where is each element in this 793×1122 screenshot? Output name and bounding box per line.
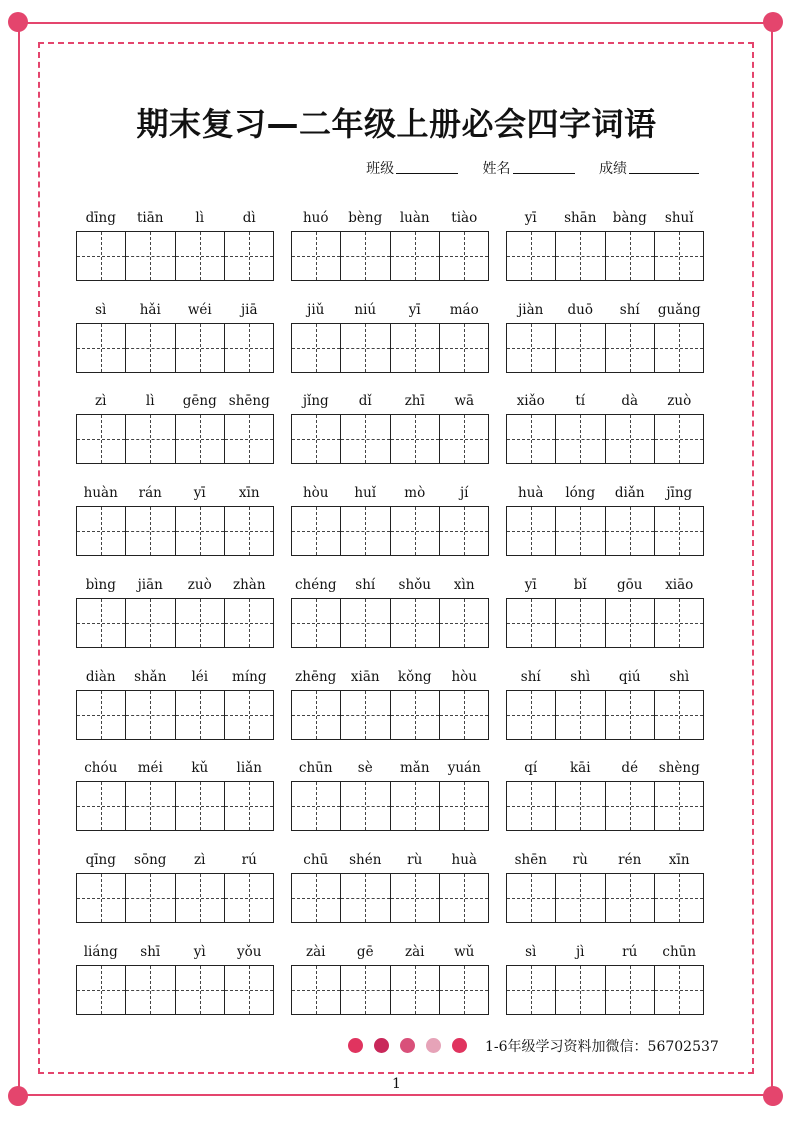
- pinyin-label: yī: [193, 485, 206, 502]
- pinyin-label: shī: [140, 943, 161, 960]
- writing-cell[interactable]: [507, 874, 556, 922]
- word-group: [76, 757, 274, 837]
- footer-dot: [452, 1038, 467, 1053]
- word-group: [76, 941, 274, 1021]
- writing-cell[interactable]: [391, 782, 440, 830]
- pinyin-label: yī: [524, 210, 537, 226]
- word-group: [76, 666, 274, 746]
- pinyin-label: yī: [524, 576, 537, 593]
- writing-cell[interactable]: [292, 232, 341, 280]
- character-boxes: [291, 873, 489, 923]
- writing-cell[interactable]: [556, 874, 605, 922]
- writing-cell[interactable]: [440, 874, 488, 922]
- writing-cell[interactable]: [176, 599, 225, 647]
- pinyin-label: gēng: [182, 393, 217, 410]
- pinyin-label: jǐng: [302, 393, 329, 410]
- writing-cell[interactable]: [292, 966, 341, 1014]
- pinyin-label: shí: [619, 301, 640, 318]
- character-boxes: [76, 323, 274, 373]
- pinyin-label: huàn: [83, 485, 118, 502]
- footer-dot: [400, 1038, 415, 1053]
- writing-cell[interactable]: [440, 691, 488, 739]
- pinyin-label: jiàn: [518, 301, 544, 318]
- character-boxes: [506, 323, 704, 373]
- writing-cell[interactable]: [225, 966, 273, 1014]
- writing-cell[interactable]: [391, 599, 440, 647]
- word-group: [76, 207, 274, 287]
- pinyin-label: shǎn: [134, 668, 167, 685]
- writing-cell[interactable]: [655, 599, 703, 647]
- pinyin-label: shì: [570, 668, 591, 685]
- pinyin-label: huà: [518, 485, 544, 502]
- corner-dot-top-right: [763, 12, 783, 32]
- pinyin-label: dǐ: [358, 393, 372, 410]
- pinyin-label: sì: [95, 301, 107, 318]
- writing-cell[interactable]: [225, 599, 273, 647]
- word-group: [76, 482, 274, 562]
- name-label: 姓名: [482, 161, 511, 177]
- character-boxes: [291, 598, 489, 648]
- writing-cell[interactable]: [440, 415, 488, 463]
- pinyin-label: shēng: [228, 393, 270, 410]
- writing-cell[interactable]: [341, 324, 390, 372]
- word-group: [291, 941, 489, 1021]
- pinyin-label: sè: [357, 760, 373, 777]
- writing-cell[interactable]: [341, 415, 390, 463]
- writing-cell[interactable]: [126, 782, 175, 830]
- writing-cell[interactable]: [391, 874, 440, 922]
- pinyin-label: shǒu: [398, 576, 431, 593]
- word-group: [291, 390, 489, 470]
- pinyin-label: wā: [454, 393, 475, 410]
- writing-cell[interactable]: [341, 966, 390, 1014]
- writing-cell[interactable]: [126, 415, 175, 463]
- writing-cell[interactable]: [606, 599, 655, 647]
- word-group: [291, 666, 489, 746]
- pinyin-label: shèng: [658, 760, 700, 777]
- footer-dot: [348, 1038, 363, 1053]
- writing-cell[interactable]: [126, 507, 175, 555]
- score-blank-line: [629, 159, 699, 174]
- writing-cell[interactable]: [440, 232, 488, 280]
- word-group: [291, 482, 489, 562]
- writing-cell[interactable]: [655, 874, 703, 922]
- character-boxes: [506, 598, 704, 648]
- pinyin-label: mò: [404, 485, 426, 502]
- character-boxes: [291, 690, 489, 740]
- pinyin-label: luàn: [399, 210, 430, 226]
- writing-cell[interactable]: [77, 599, 126, 647]
- pinyin-label: jiān: [137, 576, 163, 593]
- writing-cell[interactable]: [77, 691, 126, 739]
- pinyin-label: wǔ: [454, 943, 475, 960]
- pinyin-label: jīng: [666, 485, 693, 502]
- writing-cell[interactable]: [341, 874, 390, 922]
- writing-cell[interactable]: [292, 691, 341, 739]
- writing-cell[interactable]: [341, 507, 390, 555]
- pinyin-label: jiǔ: [307, 301, 325, 318]
- writing-cell[interactable]: [556, 415, 605, 463]
- writing-cell[interactable]: [341, 691, 390, 739]
- pinyin-label: liáng: [83, 943, 118, 960]
- writing-cell[interactable]: [126, 691, 175, 739]
- name-blank-line: [513, 159, 575, 174]
- writing-cell[interactable]: [292, 415, 341, 463]
- writing-cell[interactable]: [176, 691, 225, 739]
- word-group: [506, 941, 704, 1021]
- writing-cell[interactable]: [440, 507, 488, 555]
- character-boxes: [291, 506, 489, 556]
- pinyin-label: xiān: [350, 668, 380, 685]
- pinyin-label: sì: [525, 943, 537, 960]
- pinyin-label: sōng: [134, 851, 167, 868]
- writing-cell[interactable]: [391, 507, 440, 555]
- writing-cell[interactable]: [507, 324, 556, 372]
- pinyin-label: gē: [356, 943, 374, 960]
- writing-cell[interactable]: [556, 599, 605, 647]
- writing-cell[interactable]: [440, 966, 488, 1014]
- pinyin-label: jiā: [240, 301, 258, 318]
- writing-cell[interactable]: [391, 691, 440, 739]
- writing-cell[interactable]: [606, 507, 655, 555]
- writing-cell[interactable]: [507, 232, 556, 280]
- writing-cell[interactable]: [556, 782, 605, 830]
- pinyin-label: zì: [95, 393, 107, 410]
- writing-cell[interactable]: [225, 232, 273, 280]
- pinyin-label: mǎn: [399, 760, 430, 777]
- pinyin-label: shí: [520, 668, 541, 685]
- writing-cell[interactable]: [556, 966, 605, 1014]
- pinyin-label: jì: [575, 943, 585, 960]
- character-boxes: [506, 965, 704, 1015]
- writing-cell[interactable]: [292, 874, 341, 922]
- score-field[interactable]: [599, 161, 699, 177]
- pinyin-label: zhī: [404, 393, 425, 410]
- writing-cell[interactable]: [507, 599, 556, 647]
- pinyin-label: zhàn: [232, 576, 266, 593]
- pinyin-label: rú: [622, 943, 638, 960]
- writing-cell[interactable]: [606, 415, 655, 463]
- pinyin-label: shuǐ: [664, 210, 694, 226]
- pinyin-label: tí: [575, 393, 586, 410]
- writing-cell[interactable]: [77, 782, 126, 830]
- page-number: 1: [392, 1076, 401, 1092]
- pinyin-label: zuò: [667, 393, 692, 410]
- pinyin-label: shí: [355, 576, 376, 593]
- corner-dot-top-left: [8, 12, 28, 32]
- pinyin-label: bìng: [85, 576, 116, 593]
- writing-cell[interactable]: [606, 874, 655, 922]
- pinyin-label: zhēng: [295, 668, 337, 685]
- writing-cell[interactable]: [341, 232, 390, 280]
- pinyin-label: dì: [242, 210, 256, 226]
- writing-cell[interactable]: [225, 874, 273, 922]
- pinyin-label: yǒu: [237, 943, 262, 960]
- pinyin-label: dà: [621, 393, 639, 410]
- writing-cell[interactable]: [77, 507, 126, 555]
- pinyin-label: chūn: [662, 943, 697, 960]
- writing-cell[interactable]: [77, 324, 126, 372]
- writing-cell[interactable]: [77, 415, 126, 463]
- character-boxes: [76, 873, 274, 923]
- student-info: [346, 158, 699, 180]
- writing-cell[interactable]: [391, 232, 440, 280]
- writing-cell[interactable]: [507, 507, 556, 555]
- pinyin-label: zì: [194, 851, 206, 868]
- pinyin-label: xiǎo: [516, 393, 545, 410]
- pinyin-label: xīn: [668, 851, 690, 868]
- name-field[interactable]: [483, 161, 575, 177]
- writing-cell[interactable]: [655, 232, 703, 280]
- character-boxes: [76, 231, 274, 281]
- pinyin-label: yuán: [447, 760, 481, 777]
- pinyin-label: jí: [459, 485, 469, 502]
- writing-cell[interactable]: [655, 415, 703, 463]
- pinyin-label: zài: [405, 943, 425, 960]
- word-group: [506, 849, 704, 929]
- pinyin-label: yì: [193, 943, 206, 960]
- writing-cell[interactable]: [606, 966, 655, 1014]
- writing-cell[interactable]: [341, 599, 390, 647]
- pinyin-label: chū: [303, 851, 329, 868]
- word-group: [506, 390, 704, 470]
- pinyin-label: huó: [302, 210, 329, 226]
- character-boxes: [291, 323, 489, 373]
- writing-cell[interactable]: [655, 324, 703, 372]
- writing-cell[interactable]: [606, 324, 655, 372]
- writing-cell[interactable]: [77, 874, 126, 922]
- writing-cell[interactable]: [225, 691, 273, 739]
- pinyin-label: niú: [354, 301, 377, 318]
- pinyin-label: shēn: [514, 851, 547, 868]
- word-group: [506, 299, 704, 379]
- writing-cell[interactable]: [606, 232, 655, 280]
- pinyin-label: diǎn: [614, 485, 645, 502]
- pinyin-label: lì: [145, 393, 155, 410]
- writing-cell[interactable]: [606, 782, 655, 830]
- writing-cell[interactable]: [556, 691, 605, 739]
- pinyin-label: xiāo: [665, 576, 694, 593]
- writing-cell[interactable]: [655, 782, 703, 830]
- pinyin-label: gōu: [617, 576, 643, 593]
- pinyin-label: lì: [195, 210, 205, 226]
- pinyin-label: qí: [524, 760, 538, 777]
- page-title: 期末复习—二年级上册必会四字词语: [136, 105, 657, 143]
- character-boxes: [291, 781, 489, 831]
- pinyin-label: máo: [449, 301, 479, 318]
- pinyin-label: kǔ: [191, 760, 209, 777]
- writing-cell[interactable]: [507, 691, 556, 739]
- pinyin-label: kǒng: [397, 668, 432, 685]
- word-group: [506, 482, 704, 562]
- writing-cell[interactable]: [225, 782, 273, 830]
- word-group: [291, 574, 489, 654]
- writing-cell[interactable]: [77, 232, 126, 280]
- pinyin-label: chūn: [298, 760, 333, 777]
- pinyin-label: kāi: [569, 760, 591, 777]
- character-boxes: [76, 965, 274, 1015]
- pinyin-label: guǎng: [657, 301, 701, 318]
- word-group: [76, 574, 274, 654]
- character-boxes: [506, 690, 704, 740]
- pinyin-label: shén: [349, 851, 382, 868]
- writing-cell[interactable]: [176, 966, 225, 1014]
- pinyin-label: huǐ: [354, 485, 377, 502]
- pinyin-label: zài: [306, 943, 326, 960]
- word-group: [291, 207, 489, 287]
- pinyin-label: hòu: [451, 668, 478, 685]
- writing-cell[interactable]: [440, 324, 488, 372]
- pinyin-label: chóu: [84, 760, 118, 777]
- writing-cell[interactable]: [507, 966, 556, 1014]
- writing-cell[interactable]: [655, 507, 703, 555]
- pinyin-label: dīng: [85, 210, 116, 226]
- writing-cell[interactable]: [391, 324, 440, 372]
- character-boxes: [76, 781, 274, 831]
- character-boxes: [291, 414, 489, 464]
- pinyin-label: tiào: [451, 210, 478, 226]
- character-boxes: [506, 231, 704, 281]
- class-field[interactable]: [366, 161, 458, 177]
- character-boxes: [506, 781, 704, 831]
- writing-cell[interactable]: [176, 324, 225, 372]
- pinyin-label: míng: [232, 668, 267, 685]
- pinyin-label: xīn: [238, 485, 260, 502]
- writing-cell[interactable]: [126, 874, 175, 922]
- writing-cell[interactable]: [176, 232, 225, 280]
- writing-cell[interactable]: [556, 232, 605, 280]
- writing-cell[interactable]: [556, 507, 605, 555]
- footer-dot: [426, 1038, 441, 1053]
- character-boxes: [506, 873, 704, 923]
- character-boxes: [76, 598, 274, 648]
- word-group: [506, 207, 704, 287]
- writing-cell[interactable]: [606, 691, 655, 739]
- writing-cell[interactable]: [126, 966, 175, 1014]
- writing-cell[interactable]: [176, 507, 225, 555]
- writing-cell[interactable]: [507, 782, 556, 830]
- pinyin-label: qīng: [85, 851, 116, 868]
- pinyin-label: liǎn: [236, 760, 262, 777]
- writing-cell[interactable]: [292, 782, 341, 830]
- pinyin-label: xìn: [453, 576, 475, 593]
- writing-cell[interactable]: [225, 324, 273, 372]
- pinyin-label: duō: [567, 301, 593, 318]
- character-boxes: [76, 506, 274, 556]
- writing-cell[interactable]: [225, 507, 273, 555]
- pinyin-label: tiān: [137, 210, 164, 226]
- character-boxes: [291, 231, 489, 281]
- writing-cell[interactable]: [176, 874, 225, 922]
- pinyin-label: hǎi: [139, 301, 161, 318]
- word-group: [76, 849, 274, 929]
- pinyin-label: diàn: [85, 668, 116, 685]
- pinyin-label: méi: [137, 760, 163, 777]
- writing-cell[interactable]: [655, 966, 703, 1014]
- word-group: [506, 574, 704, 654]
- footer-dot: [374, 1038, 389, 1053]
- writing-cell[interactable]: [507, 415, 556, 463]
- character-boxes: [76, 690, 274, 740]
- pinyin-label: bàng: [612, 210, 647, 226]
- word-group: [506, 757, 704, 837]
- pinyin-label: léi: [191, 668, 209, 685]
- pinyin-label: rén: [618, 851, 642, 868]
- word-group: [76, 390, 274, 470]
- writing-cell[interactable]: [176, 415, 225, 463]
- pinyin-label: bǐ: [573, 576, 587, 593]
- score-label: 成绩: [599, 161, 627, 177]
- writing-cell[interactable]: [126, 232, 175, 280]
- pinyin-label: zuò: [187, 576, 212, 593]
- writing-cell[interactable]: [225, 415, 273, 463]
- character-boxes: [506, 506, 704, 556]
- writing-cell[interactable]: [126, 599, 175, 647]
- pinyin-label: bèng: [348, 210, 383, 226]
- pinyin-label: chéng: [294, 576, 337, 593]
- writing-cell[interactable]: [292, 599, 341, 647]
- pinyin-label: lóng: [565, 485, 596, 502]
- word-group: [506, 666, 704, 746]
- character-boxes: [506, 414, 704, 464]
- word-group: [291, 849, 489, 929]
- writing-cell[interactable]: [655, 691, 703, 739]
- pinyin-label: shì: [669, 668, 690, 685]
- word-group: [76, 299, 274, 379]
- writing-cell[interactable]: [126, 324, 175, 372]
- pinyin-label: rù: [572, 851, 588, 868]
- pinyin-label: shān: [564, 210, 597, 226]
- pinyin-label: hòu: [302, 485, 329, 502]
- footer-contact-text: 1-6年级学习资料加微信：56702537: [485, 1039, 719, 1055]
- writing-cell[interactable]: [77, 966, 126, 1014]
- writing-cell[interactable]: [341, 782, 390, 830]
- pinyin-label: rán: [138, 485, 162, 502]
- pinyin-label: wéi: [187, 301, 212, 318]
- writing-cell[interactable]: [292, 507, 341, 555]
- pinyin-label: qiú: [618, 668, 641, 685]
- pinyin-label: yī: [408, 301, 421, 318]
- word-group: [291, 757, 489, 837]
- word-group: [291, 299, 489, 379]
- pinyin-label: rù: [407, 851, 423, 868]
- pinyin-label: rú: [241, 851, 257, 868]
- writing-cell[interactable]: [391, 415, 440, 463]
- pinyin-label: huà: [451, 851, 477, 868]
- class-label: 班级: [366, 161, 395, 177]
- writing-cell[interactable]: [391, 966, 440, 1014]
- writing-cell[interactable]: [556, 324, 605, 372]
- character-boxes: [76, 414, 274, 464]
- class-blank-line: [396, 159, 458, 174]
- writing-cell[interactable]: [440, 782, 488, 830]
- pinyin-label: dé: [621, 760, 639, 777]
- character-boxes: [291, 965, 489, 1015]
- writing-cell[interactable]: [440, 599, 488, 647]
- writing-cell[interactable]: [176, 782, 225, 830]
- writing-cell[interactable]: [292, 324, 341, 372]
